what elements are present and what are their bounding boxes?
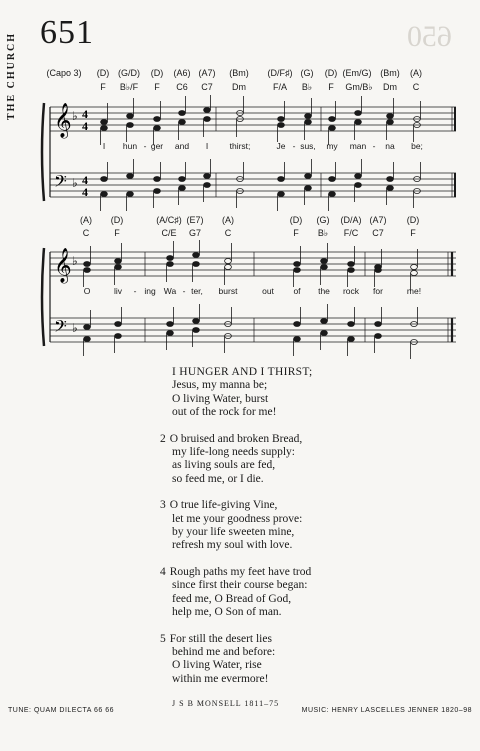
verse-3 [160, 499, 313, 553]
chord-upper: (A) [222, 215, 234, 225]
tune-credit: TUNE: QUAM DILECTA 66 66 [8, 707, 115, 714]
lyric-syllable: sus, [300, 141, 316, 151]
lyric-syllable: na [385, 141, 395, 151]
verse-line: as living souls are fed, [172, 459, 276, 472]
verse-line: my life-long needs supply: [172, 446, 295, 459]
lyric-syllable: ing [144, 286, 156, 296]
chord-upper: (D) [289, 215, 303, 225]
svg-text:♭: ♭ [72, 109, 78, 123]
verse-2 [160, 432, 313, 487]
lyric-syllable: be; [411, 141, 423, 151]
svg-text:4: 4 [82, 173, 88, 187]
lyric-syllable: for [373, 286, 383, 296]
chord-upper: (Bm) [380, 68, 400, 78]
lyric-syllable: hun [122, 141, 138, 151]
lyric-syllable: rock [342, 286, 360, 296]
verse-number: 4 [160, 565, 166, 578]
lyric-hyphen: - [143, 141, 147, 151]
chord-lower: C/E [161, 228, 177, 238]
svg-text:𝄢: 𝄢 [54, 171, 67, 195]
chord-upper: (D) [110, 215, 124, 225]
verse-line: I HUNGER AND I THIRST; [172, 366, 313, 378]
verse-line [160, 499, 313, 512]
svg-text:𝄢: 𝄢 [54, 316, 67, 340]
music-credit: MUSIC: HENRY LASCELLES JENNER 1820–98 [301, 707, 472, 714]
chord-upper: (A7) [369, 215, 387, 225]
svg-text:♭: ♭ [72, 254, 78, 268]
chord-lower: F [100, 82, 106, 92]
verse-number: 2 [160, 432, 166, 445]
hymn-verses [160, 366, 313, 711]
chord-upper: (D) [324, 68, 338, 78]
verse-line: behind me and before: [172, 645, 276, 658]
chord-lower: C6 [176, 82, 188, 92]
lyric-syllable: out [262, 286, 274, 296]
chord-upper: (Em/G) [342, 68, 372, 78]
lyric-syllable: of [293, 286, 301, 296]
author-credit: J S B MONSELL 1811–75 [172, 699, 280, 709]
chord-lower: C [82, 228, 90, 238]
music-system-1 [0, 95, 480, 225]
chord-lower: C7 [372, 228, 384, 238]
chord-lower: Dm [383, 82, 397, 92]
lyric-syllable: Je [276, 141, 286, 151]
verse-1 [172, 366, 313, 420]
bleed-through-number: 650 [407, 20, 452, 53]
verse-line: feed me, O Bread of God, [172, 592, 292, 605]
chord-lower: C [224, 228, 232, 238]
chord-upper: (A) [80, 215, 92, 225]
svg-text:4: 4 [82, 107, 88, 121]
verse-line: since first their course began: [172, 579, 308, 592]
verse-line: Jesus, my manna be; [172, 379, 268, 392]
lyric-syllable: I [102, 141, 106, 151]
chord-lower: B♭ [317, 228, 329, 238]
verse-line: so feed me, or I die. [172, 472, 264, 485]
verse-line: O living Water, rise [172, 659, 262, 672]
lyric-syllable: I [205, 141, 209, 151]
chord-upper: (E7) [186, 215, 204, 225]
lyric-hyphen: - [133, 286, 137, 296]
chord-lower: B♭/F [119, 82, 139, 92]
svg-text:𝄞: 𝄞 [54, 103, 72, 138]
chord-upper: (Bm) [229, 68, 249, 78]
chord-upper: (G) [300, 68, 314, 78]
verse-line-text: For still the desert lies [169, 632, 272, 645]
verse-number: 5 [160, 632, 166, 645]
chord-symbols-system-1 [0, 68, 480, 98]
svg-text:4: 4 [82, 185, 88, 199]
chord-lower: F [154, 82, 160, 92]
verse-line: refresh my soul with love. [172, 539, 293, 552]
chord-upper: (D) [150, 68, 164, 78]
lyric-hyphen: - [292, 141, 296, 151]
lyric-hyphen: - [182, 286, 186, 296]
lyric-syllable: my [326, 141, 338, 151]
chord-lower: F [328, 82, 334, 92]
lyric-syllable: ger [150, 141, 164, 151]
lyric-syllable: ter, [191, 286, 203, 296]
verse-line [160, 632, 313, 646]
lyric-syllable: man [349, 141, 367, 151]
verse-line: O living Water, burst [172, 392, 269, 405]
verse-4 [160, 565, 313, 620]
capo-label: (Capo 3) [46, 68, 82, 78]
verse-line: let me your goodness prove: [172, 512, 303, 525]
svg-text:𝄞: 𝄞 [54, 248, 72, 283]
chord-upper: (A) [410, 68, 422, 78]
chord-lower: C [412, 82, 420, 92]
chord-upper: (D/A) [340, 215, 362, 225]
chord-upper: (A/C♯) [156, 215, 182, 225]
lyric-syllable: me! [406, 286, 422, 296]
svg-text:♭: ♭ [72, 321, 78, 335]
chord-lower: B♭ [301, 82, 313, 92]
verse-line: out of the rock for me! [172, 406, 277, 419]
verse-line-text: O true life-giving Vine, [169, 499, 278, 512]
verse-number: 3 [160, 499, 166, 512]
lyric-syllable: liv [113, 286, 123, 296]
chord-upper: (G/D) [118, 68, 140, 78]
chord-upper: (A6) [173, 68, 191, 78]
music-system-2 [0, 240, 480, 370]
chord-upper: (A7) [198, 68, 216, 78]
verse-line-text: Rough paths my feet have trod [169, 565, 312, 578]
chord-upper: (G) [316, 215, 330, 225]
chord-lower: F/C [343, 228, 359, 238]
chord-lower: Dm [232, 82, 246, 92]
chord-upper: (D/F♯) [267, 68, 293, 78]
lyric-syllable: burst [218, 286, 238, 296]
lyric-hyphen: - [372, 141, 376, 151]
chord-upper: (D) [406, 215, 420, 225]
lyric-syllable: and [174, 141, 190, 151]
chord-lower: C7 [201, 82, 213, 92]
lyric-syllable: thirst; [229, 141, 251, 151]
hymn-number: 651 [40, 14, 94, 51]
chord-lower: Gm/B♭ [345, 82, 373, 92]
verse-line: within me evermore! [172, 672, 269, 685]
chord-lower: G7 [188, 228, 202, 238]
chord-lower: F [293, 228, 299, 238]
verse-line [160, 432, 313, 446]
lyrics-system-1 [0, 141, 480, 153]
verse-5 [160, 632, 313, 687]
chord-lower: F/A [272, 82, 288, 92]
chord-upper: (D) [96, 68, 110, 78]
lyric-syllable: Wa [163, 286, 177, 296]
verse-line: by your life sweeten mine, [172, 526, 295, 539]
lyrics-system-2 [0, 286, 480, 298]
chord-lower: F [114, 228, 120, 238]
verse-line [160, 565, 313, 579]
verse-line-text: O bruised and broken Bread, [169, 432, 303, 445]
lyric-syllable: the [318, 286, 330, 296]
svg-text:4: 4 [82, 119, 88, 133]
svg-text:♭: ♭ [72, 176, 78, 190]
verse-line: help me, O Son of man. [172, 606, 282, 619]
section-label: THE CHURCH [6, 31, 17, 120]
chord-lower: F [410, 228, 416, 238]
lyric-syllable: O [83, 286, 91, 296]
